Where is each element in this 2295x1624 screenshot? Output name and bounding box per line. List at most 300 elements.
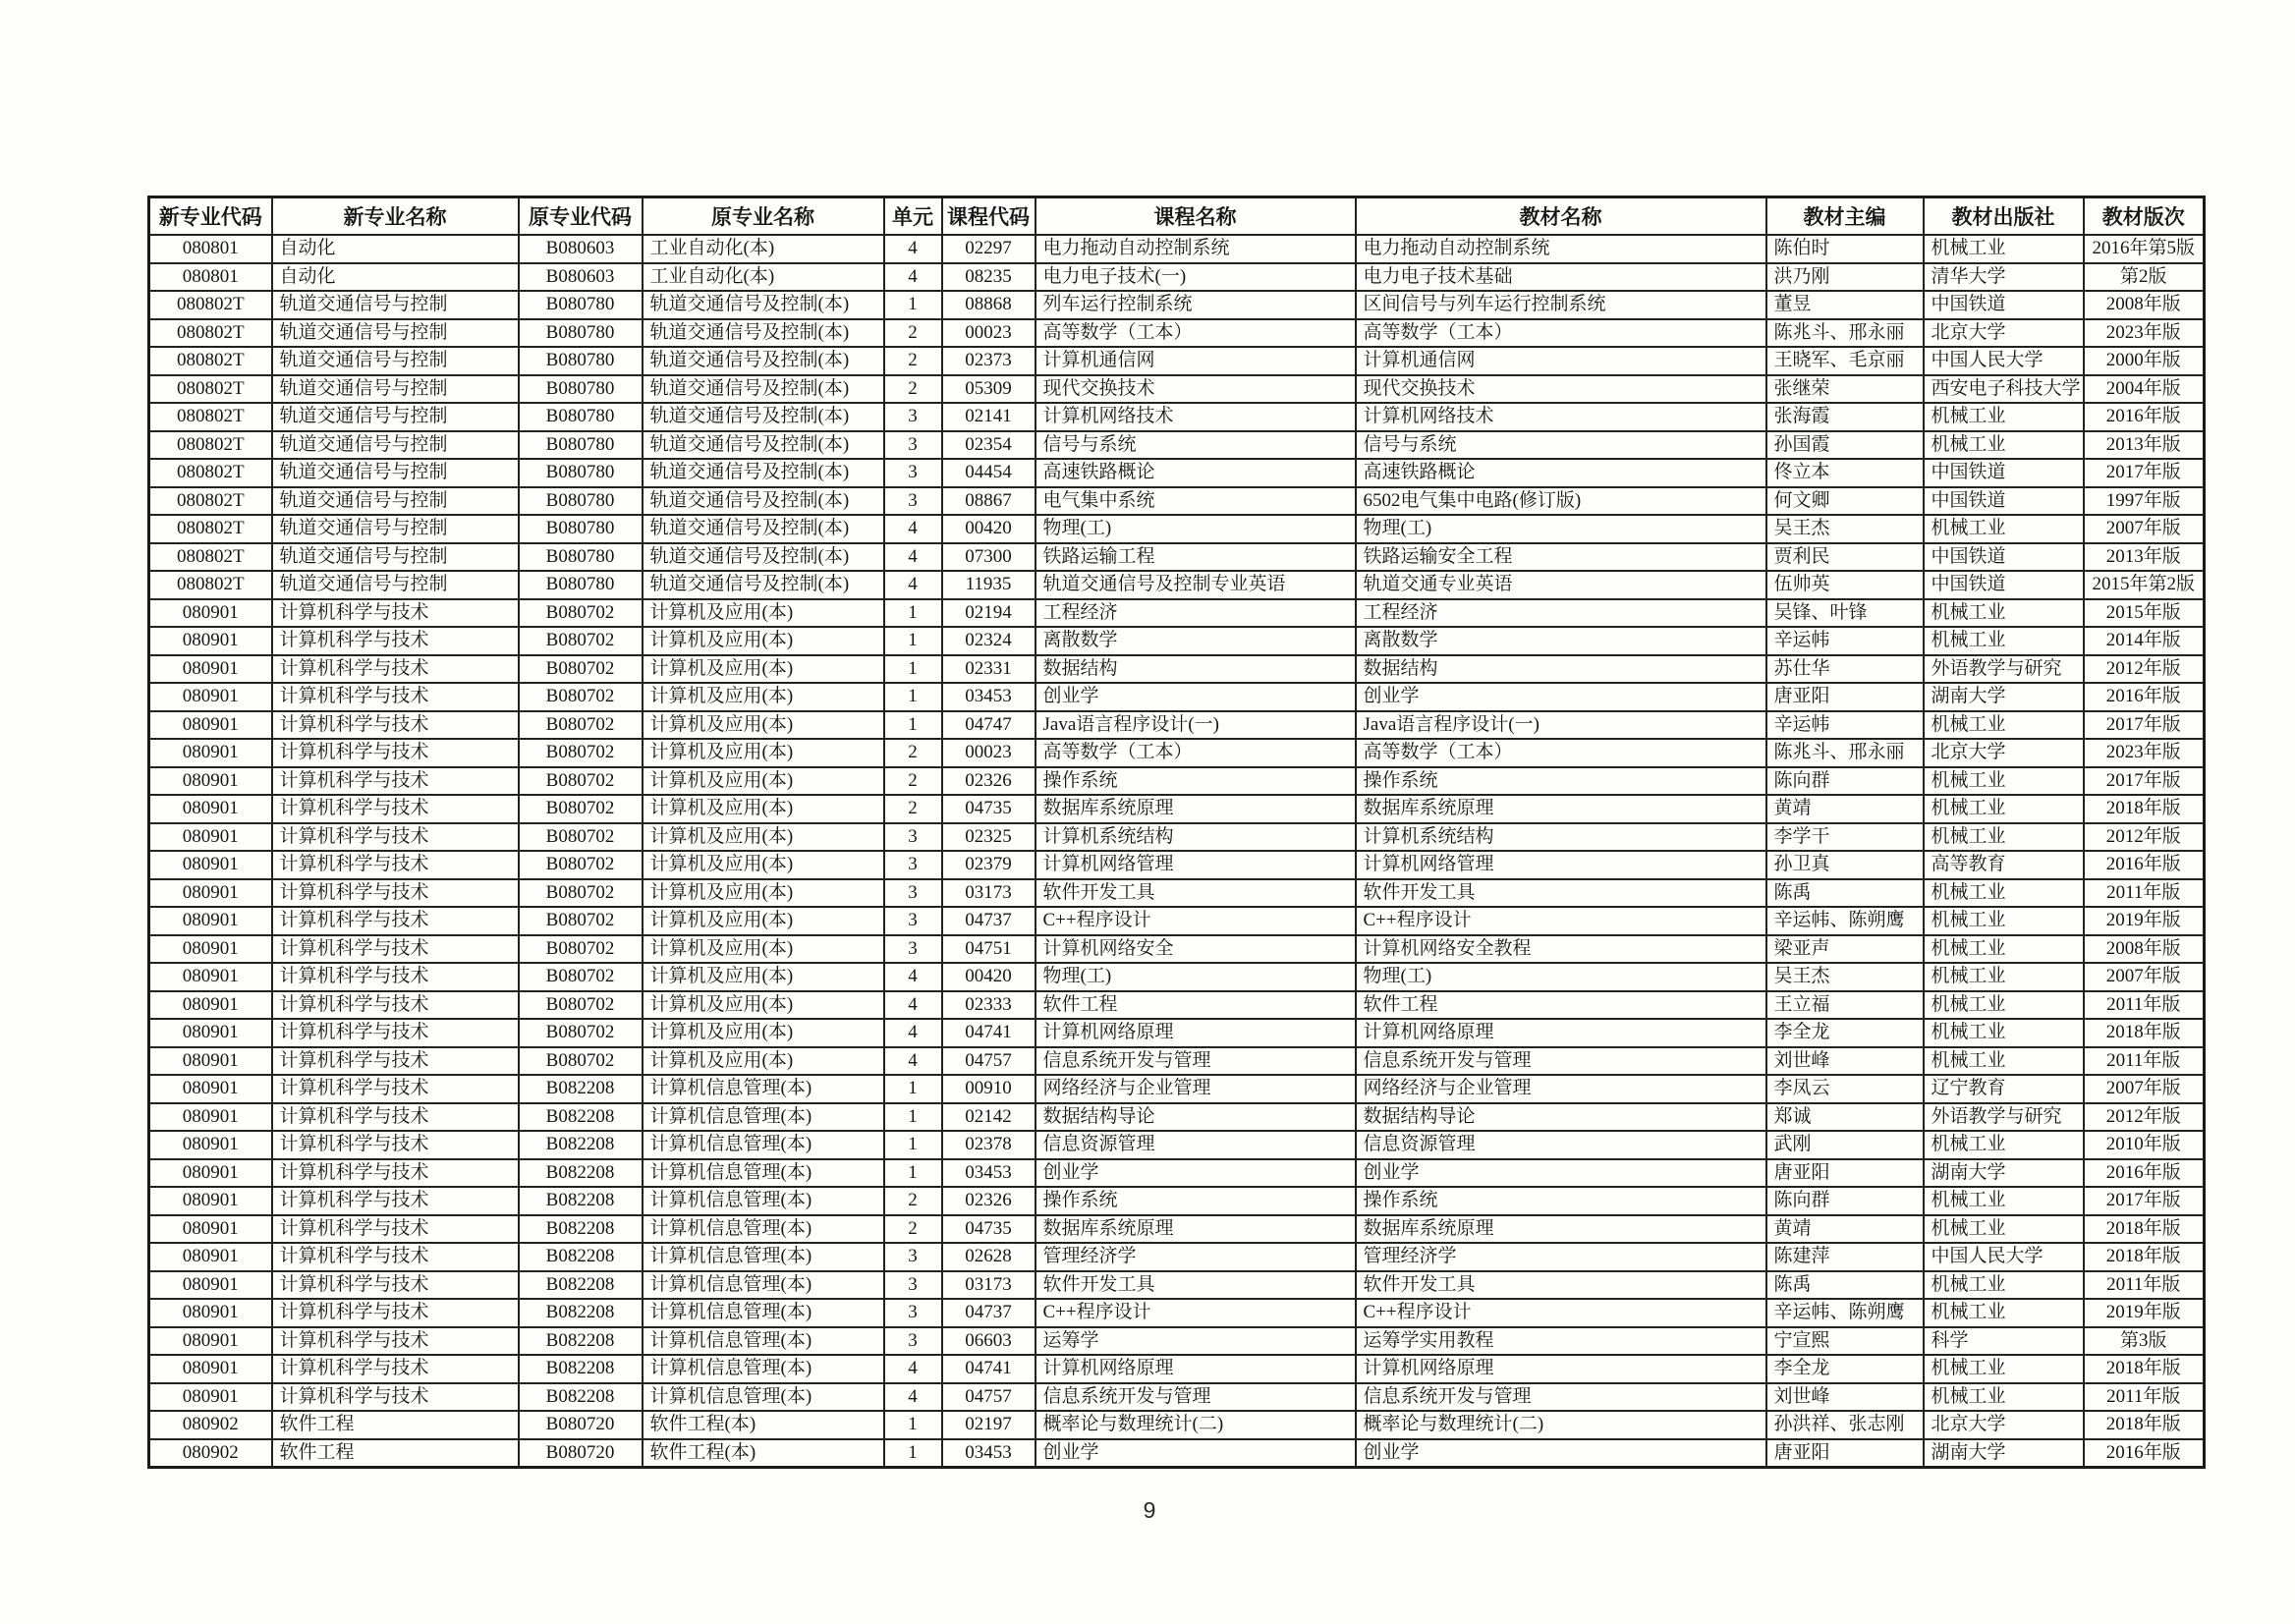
table-cell: 轨道交通信号及控制(本) [643,375,884,404]
table-cell: B080702 [519,991,643,1020]
table-cell: B080702 [519,879,643,908]
table-cell: 3 [884,907,942,935]
table-cell: 08868 [942,291,1036,319]
table-cell: 计算机网络技术 [1036,403,1356,431]
table-cell: 信号与系统 [1356,431,1766,460]
table-cell: 计算机及应用(本) [643,1047,884,1076]
table-cell: 软件开发工具 [1036,1271,1356,1300]
table-cell: 软件开发工具 [1356,879,1766,908]
table-cell: 北京大学 [1924,739,2084,767]
table-cell: 计算机信息管理(本) [643,1215,884,1244]
table-cell: 计算机科学与技术 [272,1103,519,1132]
table-cell: B082208 [519,1299,643,1327]
table-cell: 计算机信息管理(本) [643,1271,884,1300]
table-cell: 运筹学 [1036,1327,1356,1356]
table-cell: 080901 [149,1383,272,1412]
table-cell: 00023 [942,739,1036,767]
table-cell: 04741 [942,1355,1036,1383]
table-cell: 轨道交通信号及控制(本) [643,543,884,572]
table-cell: 计算机网络原理 [1036,1355,1356,1383]
table-cell: 2018年版 [2084,1215,2205,1244]
table-row [149,235,2205,263]
table-cell: 轨道交通信号及控制(本) [643,459,884,487]
table-cell: B080702 [519,655,643,684]
table-cell: 数据库系统原理 [1356,795,1766,823]
table-cell: B080702 [519,851,643,879]
table-cell: 湖南大学 [1924,1159,2084,1188]
table-cell: 计算机及应用(本) [643,935,884,964]
table-row [149,515,2205,543]
table-cell: 2011年版 [2084,1383,2205,1412]
table-cell: 陈向群 [1766,767,1924,796]
table-cell: 轨道交通信号及控制(本) [643,571,884,599]
table-cell: 离散数学 [1356,627,1766,655]
table-cell: 计算机科学与技术 [272,739,519,767]
table-cell: 080901 [149,823,272,852]
table-cell: 中国铁道 [1924,487,2084,516]
table-cell: 2 [884,767,942,796]
table-cell: 计算机通信网 [1036,347,1356,375]
table-cell: 1 [884,1411,942,1439]
table-cell: 2007年版 [2084,515,2205,543]
table-cell: 列车运行控制系统 [1036,291,1356,319]
page-number: 9 [1143,1497,1156,1523]
table-cell: 数据库系统原理 [1036,795,1356,823]
table-cell: 2016年版 [2084,1159,2205,1188]
table-cell: B080780 [519,515,643,543]
table-cell: 080901 [149,1215,272,1244]
table-cell: 计算机网络原理 [1356,1355,1766,1383]
table-cell: 计算机信息管理(本) [643,1103,884,1132]
table-cell: 轨道交通信号及控制(本) [643,291,884,319]
table-cell: 02326 [942,1187,1036,1215]
table-cell: 计算机科学与技术 [272,963,519,991]
table-cell: B080603 [519,263,643,292]
table-cell: 电力电子技术(一) [1036,263,1356,292]
table-row [149,1215,2205,1244]
table-cell: 高等数学（工本） [1356,739,1766,767]
table-cell: 王立福 [1766,991,1924,1020]
table-cell: 080901 [149,1019,272,1047]
table-cell: 计算机网络管理 [1036,851,1356,879]
table-cell: 陈禹 [1766,1271,1924,1300]
table-cell: 3 [884,1299,942,1327]
table-cell: 陈向群 [1766,1187,1924,1215]
table-cell: 05309 [942,375,1036,404]
table-cell: B082208 [519,1103,643,1132]
table-cell: 2008年版 [2084,291,2205,319]
table-cell: 2 [884,1187,942,1215]
table-cell: 机械工业 [1924,1215,2084,1244]
table-cell: 数据结构导论 [1036,1103,1356,1132]
table-cell: 高等数学（工本） [1036,319,1356,348]
table-cell: 080901 [149,907,272,935]
table-cell: 网络经济与企业管理 [1036,1075,1356,1103]
table-cell: 吴王杰 [1766,963,1924,991]
table-cell: 计算机科学与技术 [272,1355,519,1383]
table-cell: 数据结构导论 [1356,1103,1766,1132]
table-row [149,767,2205,796]
table-cell: 管理经济学 [1356,1243,1766,1271]
table-row [149,879,2205,908]
table-cell: 计算机信息管理(本) [643,1355,884,1383]
table-cell: 计算机科学与技术 [272,1131,519,1159]
table-cell: 轨道交通信号及控制(本) [643,319,884,348]
table-cell: B080702 [519,823,643,852]
column-header: 原专业代码 [519,197,643,236]
table-cell: 电力拖动自动控制系统 [1036,235,1356,263]
table-cell: 计算机科学与技术 [272,627,519,655]
table-cell: 中国铁道 [1924,543,2084,572]
table-cell: B080702 [519,627,643,655]
table-cell: 3 [884,487,942,516]
table-cell: 唐亚阳 [1766,683,1924,711]
table-cell: 2016年版 [2084,851,2205,879]
table-row [149,1327,2205,1356]
table-cell: B080702 [519,767,643,796]
table-cell: 机械工业 [1924,823,2084,852]
table-cell: 轨道交通专业英语 [1356,571,1766,599]
table-row [149,1047,2205,1076]
table-cell: 计算机网络安全教程 [1356,935,1766,964]
table-cell: 080901 [149,599,272,628]
table-cell: 机械工业 [1924,599,2084,628]
table-cell: 00910 [942,1075,1036,1103]
table-row [149,571,2205,599]
table-cell: 轨道交通信号及控制(本) [643,487,884,516]
table-cell: 信号与系统 [1036,431,1356,460]
table-cell: 辛运帏 [1766,627,1924,655]
table-cell: 李学干 [1766,823,1924,852]
table-cell: 02378 [942,1131,1036,1159]
table-cell: 运筹学实用教程 [1356,1327,1766,1356]
table-row [149,1439,2205,1468]
table-cell: 陈伯时 [1766,235,1924,263]
table-cell: 计算机信息管理(本) [643,1383,884,1412]
table-cell: 贾利民 [1766,543,1924,572]
table-cell: 02325 [942,823,1036,852]
table-cell: 1 [884,291,942,319]
table-cell: 2007年版 [2084,963,2205,991]
table-cell: 080901 [149,1047,272,1076]
table-cell: B080780 [519,543,643,572]
table-cell: 计算机系统结构 [1036,823,1356,852]
table-cell: 计算机网络技术 [1356,403,1766,431]
table-cell: 辛运帏、陈朔鹰 [1766,1299,1924,1327]
table-cell: 轨道交通信号与控制 [272,543,519,572]
table-cell: 02628 [942,1243,1036,1271]
table-cell: 计算机科学与技术 [272,683,519,711]
table-cell: 2011年版 [2084,991,2205,1020]
table-cell: 第2版 [2084,263,2205,292]
table-cell: 李全龙 [1766,1019,1924,1047]
table-cell: 信息资源管理 [1036,1131,1356,1159]
course-textbook-table [147,196,2206,1469]
table-cell: 计算机网络安全 [1036,935,1356,964]
table-cell: 080802T [149,403,272,431]
table-cell: 4 [884,571,942,599]
table-cell: 2018年版 [2084,1355,2205,1383]
table-cell: B080780 [519,291,643,319]
table-cell: 信息系统开发与管理 [1356,1047,1766,1076]
table-cell: B082208 [519,1131,643,1159]
table-cell: 02326 [942,767,1036,796]
table-cell: B082208 [519,1075,643,1103]
table-cell: 计算机科学与技术 [272,879,519,908]
table-cell: 1 [884,1159,942,1188]
table-cell: C++程序设计 [1036,1299,1356,1327]
table-cell: 2023年版 [2084,739,2205,767]
table-row [149,1075,2205,1103]
table-cell: 湖南大学 [1924,683,2084,711]
table-cell: 计算机科学与技术 [272,851,519,879]
table-row [149,1271,2205,1300]
table-cell: 计算机系统结构 [1356,823,1766,852]
table-cell: 中国人民大学 [1924,347,2084,375]
table-cell: 计算机科学与技术 [272,823,519,852]
table-cell: 080801 [149,235,272,263]
table-cell: C++程序设计 [1036,907,1356,935]
table-cell: 4 [884,963,942,991]
table-row [149,963,2205,991]
column-header: 课程代码 [942,197,1036,236]
table-cell: 黄靖 [1766,1215,1924,1244]
table-row [149,1187,2205,1215]
table-cell: 03453 [942,1439,1036,1468]
table-cell: 洪乃刚 [1766,263,1924,292]
table-row [149,431,2205,460]
table-cell: 孙国霞 [1766,431,1924,460]
table-cell: 工程经济 [1356,599,1766,628]
table-cell: 离散数学 [1036,627,1356,655]
table-cell: 物理(工) [1036,963,1356,991]
table-cell: 080901 [149,963,272,991]
table-cell: 2008年版 [2084,935,2205,964]
table-cell: 2011年版 [2084,1047,2205,1076]
table-cell: 计算机科学与技术 [272,907,519,935]
table-cell: 2 [884,319,942,348]
table-cell: 外语教学与研究 [1924,655,2084,684]
table-cell: B080702 [519,1047,643,1076]
table-row [149,823,2205,852]
table-cell: B080702 [519,795,643,823]
table-cell: 科学 [1924,1327,2084,1356]
table-cell: 轨道交通信号及控制(本) [643,515,884,543]
table-cell: 080901 [149,767,272,796]
table-row [149,627,2205,655]
table-cell: 080802T [149,487,272,516]
table-cell: 06603 [942,1327,1036,1356]
table-cell: 苏仕华 [1766,655,1924,684]
table-cell: 080901 [149,683,272,711]
table-row [149,1411,2205,1439]
table-cell: B080780 [519,319,643,348]
table-cell: 00420 [942,515,1036,543]
table-cell: 04737 [942,1299,1036,1327]
table-cell: 轨道交通信号与控制 [272,515,519,543]
table-cell: 080802T [149,291,272,319]
table-cell: B080603 [519,235,643,263]
table-cell: 北京大学 [1924,319,2084,348]
table-cell: 铁路运输安全工程 [1356,543,1766,572]
table-cell: 2019年版 [2084,907,2205,935]
table-cell: 03453 [942,1159,1036,1188]
table-cell: 080901 [149,1271,272,1300]
table-cell: 吴锋、叶锋 [1766,599,1924,628]
table-cell: 3 [884,1271,942,1300]
table-cell: 04757 [942,1383,1036,1412]
table-cell: 02324 [942,627,1036,655]
table-cell: 操作系统 [1036,767,1356,796]
table-cell: 自动化 [272,235,519,263]
table-cell: 02194 [942,599,1036,628]
table-cell: 02354 [942,431,1036,460]
table-cell: 机械工业 [1924,1047,2084,1076]
table-row [149,1383,2205,1412]
table-cell: 工业自动化(本) [643,263,884,292]
table-cell: 轨道交通信号与控制 [272,571,519,599]
table-cell: 2016年版 [2084,403,2205,431]
table-cell: 1997年版 [2084,487,2205,516]
table-cell: 080802T [149,515,272,543]
table-cell: 080902 [149,1439,272,1468]
table-cell: 080901 [149,1159,272,1188]
table-cell: 机械工业 [1924,1019,2084,1047]
table-cell: 03453 [942,683,1036,711]
table-cell: 外语教学与研究 [1924,1103,2084,1132]
table-cell: 计算机科学与技术 [272,795,519,823]
table-cell: 080901 [149,739,272,767]
table-cell: 1 [884,683,942,711]
table-cell: 07300 [942,543,1036,572]
table-cell: 软件开发工具 [1356,1271,1766,1300]
table-cell: B082208 [519,1383,643,1412]
table-cell: 08235 [942,263,1036,292]
table-cell: 机械工业 [1924,935,2084,964]
table-cell: Java语言程序设计(一) [1356,711,1766,740]
table-cell: 现代交换技术 [1356,375,1766,404]
table-cell: 04757 [942,1047,1036,1076]
table-cell: 机械工业 [1924,879,2084,908]
table-cell: 轨道交通信号与控制 [272,291,519,319]
table-cell: 概率论与数理统计(二) [1036,1411,1356,1439]
table-cell: 计算机及应用(本) [643,879,884,908]
table-cell: 080901 [149,1327,272,1356]
table-cell: B080702 [519,963,643,991]
table-cell: 00420 [942,963,1036,991]
table-row [149,459,2205,487]
table-cell: 计算机科学与技术 [272,1159,519,1188]
table-cell: 机械工业 [1924,1271,2084,1300]
table-cell: B080702 [519,935,643,964]
table-cell: 软件工程(本) [643,1411,884,1439]
column-header: 教材出版社 [1924,197,2084,236]
table-cell: 陈兆斗、邢永丽 [1766,739,1924,767]
table-cell: 软件工程 [272,1411,519,1439]
table-cell: 轨道交通信号与控制 [272,375,519,404]
table-cell: 080902 [149,1411,272,1439]
table-cell: 计算机网络原理 [1036,1019,1356,1047]
table-cell: 080802T [149,347,272,375]
table-cell: B082208 [519,1215,643,1244]
table-cell: 02333 [942,991,1036,1020]
table-cell: 轨道交通信号及控制(本) [643,431,884,460]
table-cell: 080901 [149,879,272,908]
table-cell: 创业学 [1036,1439,1356,1468]
table-cell: 中国人民大学 [1924,1243,2084,1271]
table-cell: B080702 [519,599,643,628]
table-cell: 02142 [942,1103,1036,1132]
table-cell: 软件工程 [272,1439,519,1468]
table-cell: 董昱 [1766,291,1924,319]
table-cell: 00023 [942,319,1036,348]
table-cell: 4 [884,235,942,263]
table-cell: B080702 [519,1019,643,1047]
table-cell: 北京大学 [1924,1411,2084,1439]
table-cell: 计算机及应用(本) [643,823,884,852]
table-cell: 4 [884,1355,942,1383]
table-cell: 机械工业 [1924,1355,2084,1383]
table-cell: 2018年版 [2084,1019,2205,1047]
table-cell: 计算机网络管理 [1356,851,1766,879]
table-cell: 创业学 [1356,683,1766,711]
table-cell: 计算机科学与技术 [272,1299,519,1327]
table-cell: 2011年版 [2084,1271,2205,1300]
table-cell: 机械工业 [1924,627,2084,655]
table-cell: 4 [884,1383,942,1412]
table-cell: B082208 [519,1187,643,1215]
table-cell: 陈兆斗、邢永丽 [1766,319,1924,348]
table-cell: 1 [884,1439,942,1468]
table-cell: 080901 [149,1299,272,1327]
table-cell: 080802T [149,375,272,404]
table-cell: 计算机网络原理 [1356,1019,1766,1047]
table-cell: 2013年版 [2084,431,2205,460]
table-cell: 080901 [149,991,272,1020]
table-cell: 机械工业 [1924,515,2084,543]
table-cell: 1 [884,655,942,684]
table-cell: 080802T [149,459,272,487]
column-header: 新专业名称 [272,197,519,236]
table-cell: 2016年第5版 [2084,235,2205,263]
table-row [149,1131,2205,1159]
table-cell: 电力拖动自动控制系统 [1356,235,1766,263]
table-cell: 080901 [149,655,272,684]
column-header: 教材版次 [2084,197,2205,236]
table-cell: 03173 [942,879,1036,908]
table-row [149,487,2205,516]
table-cell: 机械工业 [1924,991,2084,1020]
table-cell: 信息系统开发与管理 [1356,1383,1766,1412]
table-cell: 第3版 [2084,1327,2205,1356]
table-cell: 辛运帏 [1766,711,1924,740]
column-header: 课程名称 [1036,197,1356,236]
table-cell: 机械工业 [1924,963,2084,991]
table-row [149,1243,2205,1271]
table-cell: 6502电气集中电路(修订版) [1356,487,1766,516]
table-cell: 李全龙 [1766,1355,1924,1383]
table-cell: 数据库系统原理 [1036,1215,1356,1244]
table-cell: 创业学 [1356,1159,1766,1188]
table-cell: 操作系统 [1356,1187,1766,1215]
table-cell: 2 [884,795,942,823]
table-cell: 机械工业 [1924,1383,2084,1412]
table-cell: 080901 [149,795,272,823]
table-cell: 2000年版 [2084,347,2205,375]
table-cell: 08867 [942,487,1036,516]
table-cell: 2017年版 [2084,1187,2205,1215]
table-cell: 3 [884,431,942,460]
